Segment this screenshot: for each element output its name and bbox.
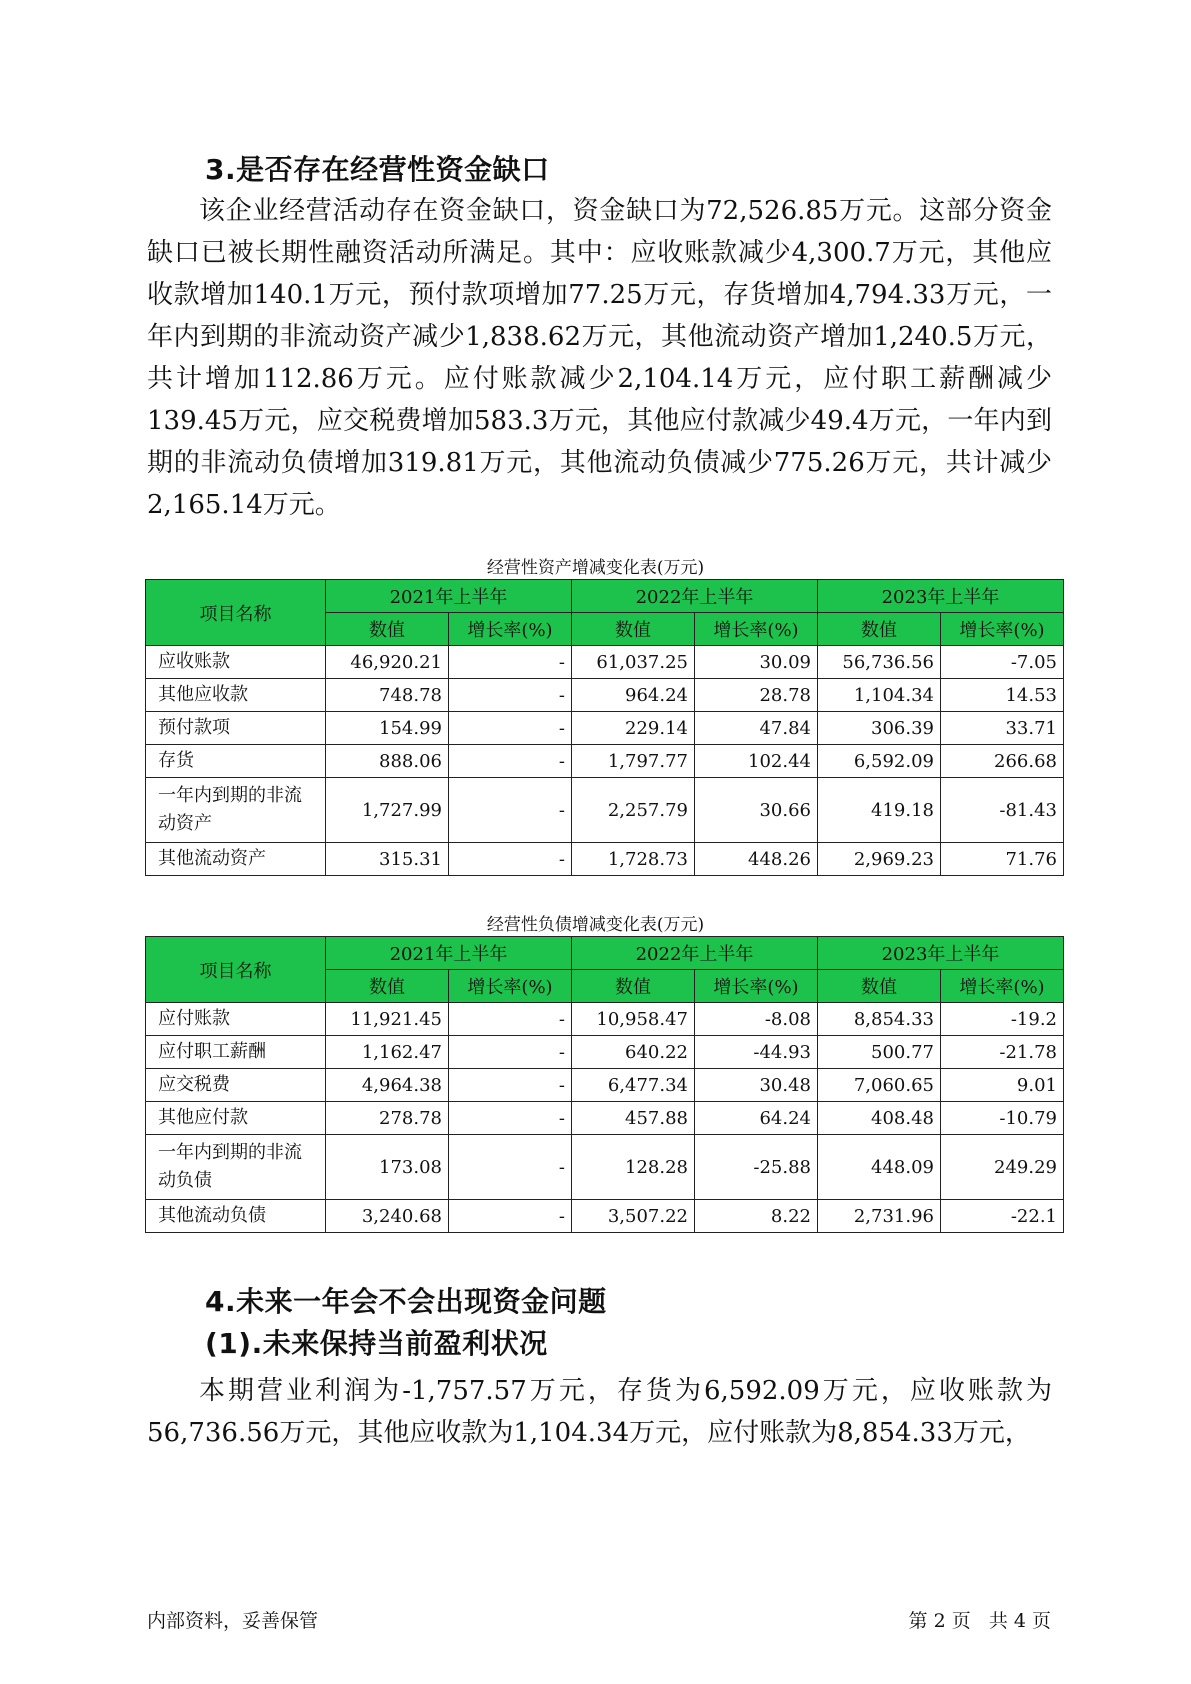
header-value: 数值 <box>572 970 695 1003</box>
footer-confidential-note: 内部资料，妥善保管 <box>147 1610 319 1632</box>
cell-value: 306.39 <box>818 712 941 745</box>
header-value: 数值 <box>326 613 449 646</box>
cell-growth: - <box>449 778 572 843</box>
cell-value: 278.78 <box>326 1102 449 1135</box>
table-row <box>146 1135 1064 1200</box>
table-row <box>146 712 1064 745</box>
cell-growth: 8.22 <box>695 1200 818 1233</box>
cell-growth: -81.43 <box>941 778 1064 843</box>
cell-value: 3,240.68 <box>326 1200 449 1233</box>
cell-value: 1,797.77 <box>572 745 695 778</box>
header-growth: 增长率(%) <box>941 970 1064 1003</box>
cell-growth: -25.88 <box>695 1135 818 1200</box>
cell-growth: 30.66 <box>695 778 818 843</box>
cell-value: 748.78 <box>326 679 449 712</box>
cell-value: 888.06 <box>326 745 449 778</box>
cell-growth: 14.53 <box>941 679 1064 712</box>
row-item-name: 一年内到期的非流动资产 <box>146 778 326 843</box>
header-growth: 增长率(%) <box>695 613 818 646</box>
cell-value: 56,736.56 <box>818 646 941 679</box>
cell-value: 8,854.33 <box>818 1003 941 1036</box>
row-item-name: 应付职工薪酬 <box>146 1036 326 1069</box>
cell-value: 154.99 <box>326 712 449 745</box>
assets-table <box>145 579 1064 876</box>
table-row <box>146 1003 1064 1036</box>
cell-value: 6,477.34 <box>572 1069 695 1102</box>
cell-growth: 28.78 <box>695 679 818 712</box>
section3-paragraph: 该企业经营活动存在资金缺口，资金缺口为72,526.85万元。这部分资金缺口已被长期性融资活动所满足。其中：应收账款减少4,300.7万元，其他应收款增加140.1万元，预付款项增加77.25万元，存货增加4,794.33万元，一年内到期的非流动资产减少1,838.62万元，其他流动资产增加1,240.5万元，共计增加112.86万元。应付账款减少2,104.14万元，应付职工薪酬减少139.45万元，应交税费增加583.3万元，其他应付款减少49.4万元，一年内到期的非流动负债增加319.81万元，其他流动负债减少775.26万元，共计减少2,165.14万元。 <box>147 196 1052 520</box>
cell-growth: 30.48 <box>695 1069 818 1102</box>
section4-paragraph: 本期营业利润为-1,757.57万元，存货为6,592.09万元，应收账款为56,736.56万元，其他应收款为1,104.34万元，应付账款为8,854.33万元， <box>147 1376 1052 1448</box>
cell-growth: - <box>449 1135 572 1200</box>
cell-growth: -22.1 <box>941 1200 1064 1233</box>
row-item-name: 一年内到期的非流动负债 <box>146 1135 326 1200</box>
cell-value: 2,257.79 <box>572 778 695 843</box>
section4-subtitle: (1).未来保持当前盈利状况 <box>205 1327 548 1360</box>
cell-growth: 33.71 <box>941 712 1064 745</box>
cell-growth: 266.68 <box>941 745 1064 778</box>
header-growth: 增长率(%) <box>449 613 572 646</box>
cell-value: 2,969.23 <box>818 843 941 876</box>
cell-growth: - <box>449 646 572 679</box>
row-item-name: 应收账款 <box>146 646 326 679</box>
cell-value: 2,731.96 <box>818 1200 941 1233</box>
cell-growth: -8.08 <box>695 1003 818 1036</box>
cell-growth: - <box>449 1036 572 1069</box>
cell-value: 4,964.38 <box>326 1069 449 1102</box>
row-item-name: 预付款项 <box>146 712 326 745</box>
section4-title: 4.未来一年会不会出现资金问题 <box>205 1285 607 1318</box>
cell-growth: - <box>449 679 572 712</box>
assets-table-caption: 经营性资产增减变化表(万元) <box>486 558 705 578</box>
section3-title: 3.是否存在经营性资金缺口 <box>205 153 550 186</box>
cell-value: 315.31 <box>326 843 449 876</box>
cell-growth: - <box>449 1003 572 1036</box>
table-row <box>146 1069 1064 1102</box>
cell-value: 408.48 <box>818 1102 941 1135</box>
cell-value: 6,592.09 <box>818 745 941 778</box>
header-item-name: 项目名称 <box>146 937 326 1003</box>
row-item-name: 应付账款 <box>146 1003 326 1036</box>
header-period: 2022年上半年 <box>572 580 818 613</box>
liabilities-table-body <box>146 1003 1064 1233</box>
liabilities-table-caption: 经营性负债增减变化表(万元) <box>486 915 705 935</box>
cell-growth: - <box>449 1102 572 1135</box>
row-item-name: 其他应收款 <box>146 679 326 712</box>
cell-growth: -19.2 <box>941 1003 1064 1036</box>
cell-growth: 9.01 <box>941 1069 1064 1102</box>
table-row <box>146 1200 1064 1233</box>
cell-growth: - <box>449 1069 572 1102</box>
cell-value: 448.09 <box>818 1135 941 1200</box>
cell-growth: 71.76 <box>941 843 1064 876</box>
cell-value: 1,727.99 <box>326 778 449 843</box>
cell-value: 640.22 <box>572 1036 695 1069</box>
cell-growth: -7.05 <box>941 646 1064 679</box>
cell-value: 11,921.45 <box>326 1003 449 1036</box>
assets-table-body <box>146 646 1064 876</box>
table-row <box>146 843 1064 876</box>
cell-value: 457.88 <box>572 1102 695 1135</box>
row-item-name: 其他流动资产 <box>146 843 326 876</box>
header-growth: 增长率(%) <box>695 970 818 1003</box>
cell-value: 419.18 <box>818 778 941 843</box>
cell-growth: 249.29 <box>941 1135 1064 1200</box>
header-value: 数值 <box>818 970 941 1003</box>
header-period: 2021年上半年 <box>326 937 572 970</box>
table-row <box>146 646 1064 679</box>
cell-growth: - <box>449 745 572 778</box>
table-row <box>146 745 1064 778</box>
row-item-name: 存货 <box>146 745 326 778</box>
cell-value: 173.08 <box>326 1135 449 1200</box>
header-item-name: 项目名称 <box>146 580 326 646</box>
table-row <box>146 679 1064 712</box>
header-value: 数值 <box>326 970 449 1003</box>
cell-growth: -10.79 <box>941 1102 1064 1135</box>
cell-growth: - <box>449 843 572 876</box>
cell-value: 61,037.25 <box>572 646 695 679</box>
cell-growth: 47.84 <box>695 712 818 745</box>
cell-value: 964.24 <box>572 679 695 712</box>
cell-growth: - <box>449 1200 572 1233</box>
footer-page-number: 第 2 页 共 4 页 <box>908 1610 1051 1632</box>
cell-value: 10,958.47 <box>572 1003 695 1036</box>
cell-value: 500.77 <box>818 1036 941 1069</box>
cell-value: 1,162.47 <box>326 1036 449 1069</box>
row-item-name: 其他流动负债 <box>146 1200 326 1233</box>
header-period: 2021年上半年 <box>326 580 572 613</box>
header-value: 数值 <box>572 613 695 646</box>
cell-growth: 102.44 <box>695 745 818 778</box>
cell-value: 7,060.65 <box>818 1069 941 1102</box>
cell-growth: - <box>449 712 572 745</box>
cell-growth: -21.78 <box>941 1036 1064 1069</box>
row-item-name: 应交税费 <box>146 1069 326 1102</box>
cell-value: 1,728.73 <box>572 843 695 876</box>
liabilities-table-header-row <box>146 937 1064 970</box>
header-period: 2023年上半年 <box>818 937 1064 970</box>
table-row <box>146 1102 1064 1135</box>
assets-table-header-row <box>146 580 1064 613</box>
cell-value: 128.28 <box>572 1135 695 1200</box>
cell-growth: 448.26 <box>695 843 818 876</box>
cell-growth: -44.93 <box>695 1036 818 1069</box>
cell-value: 46,920.21 <box>326 646 449 679</box>
table-row <box>146 1036 1064 1069</box>
cell-growth: 30.09 <box>695 646 818 679</box>
header-period: 2022年上半年 <box>572 937 818 970</box>
cell-growth: 64.24 <box>695 1102 818 1135</box>
cell-value: 1,104.34 <box>818 679 941 712</box>
row-item-name: 其他应付款 <box>146 1102 326 1135</box>
header-period: 2023年上半年 <box>818 580 1064 613</box>
cell-value: 3,507.22 <box>572 1200 695 1233</box>
header-value: 数值 <box>818 613 941 646</box>
header-growth: 增长率(%) <box>449 970 572 1003</box>
header-growth: 增长率(%) <box>941 613 1064 646</box>
cell-value: 229.14 <box>572 712 695 745</box>
liabilities-table <box>145 936 1064 1233</box>
table-row <box>146 778 1064 843</box>
